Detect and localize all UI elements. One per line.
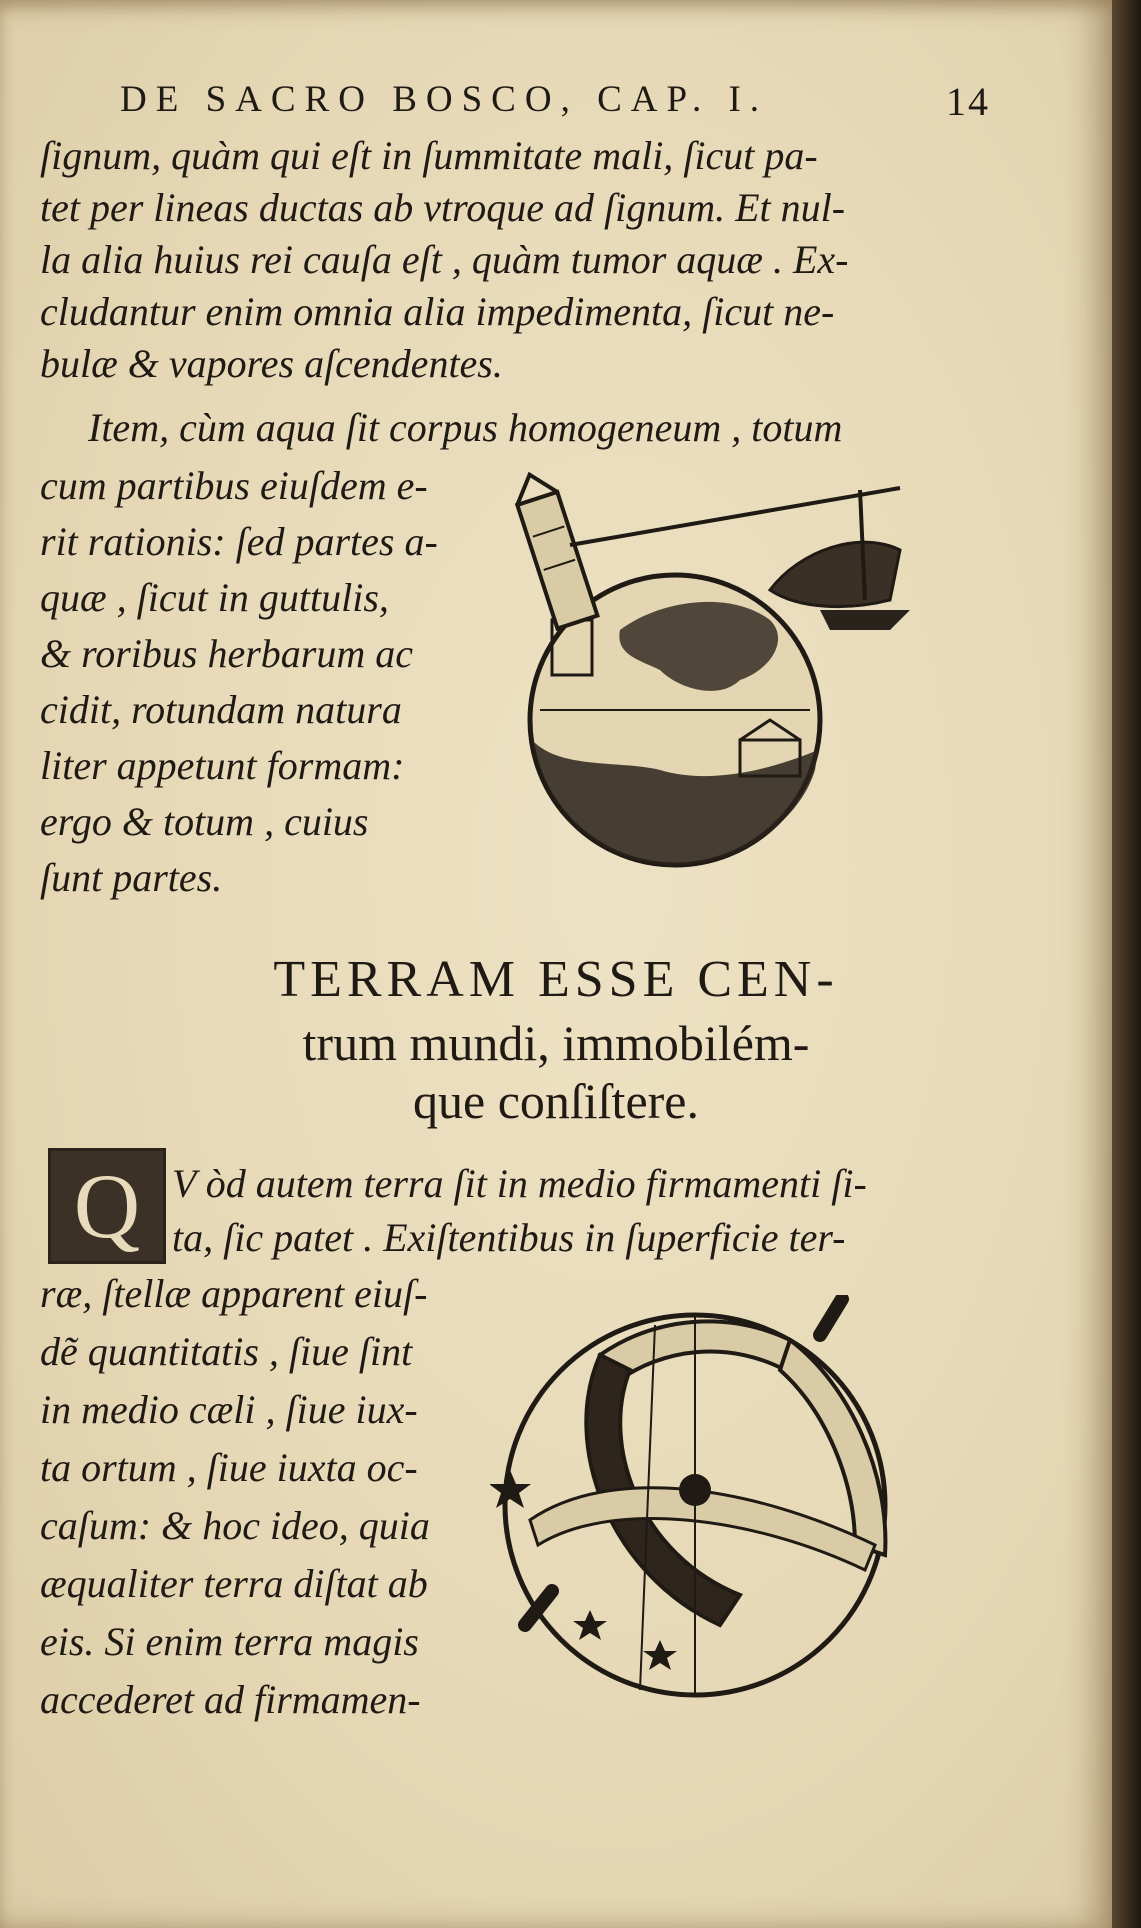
text-line: rit rationis: ſed partes a- [40,519,438,564]
text-line: V òd autem terra ſit in medio firmamenti ſi- [172,1161,867,1206]
running-head [120,78,990,128]
text-line: ta ortum , ſiue iuxta oc- [40,1445,418,1490]
book-spine [1112,0,1141,1928]
text-line: in medio cæli , ſiue iux- [40,1387,418,1432]
section-heading-line: trum mundi, immobilém- [302,1015,810,1071]
section-heading-line: TERRAM ESSE CEN- [273,951,839,1008]
text-line: & roribus herbarum ac [40,631,413,676]
text-line: cum partibus eiuſdem e- [40,463,428,508]
text-line: la alia huius rei cauſa eſt , quàm tumor aquæ . Ex- [40,237,849,282]
text-line: eis. Si enim terra magis [40,1619,419,1664]
text-line: dẽ quantitatis , ſiue ſint [40,1329,413,1374]
text-line: cludantur enim omnia alia impedimenta, ſicut ne- [40,289,835,334]
text-line: ræ, ſtellæ apparent eiuſ- [40,1271,428,1316]
text-line: ſunt partes. [40,855,223,900]
text-line: quæ , ſicut in guttulis, [40,575,389,620]
globe-ship-woodcut [470,470,940,870]
initial-letter: Q [73,1155,141,1257]
text-line: ſignum, quàm qui eſt in ſummitate mali, ſicut pa- [40,133,818,178]
text-line: Item, cùm aqua ſit corpus homogeneum , totum [88,405,843,450]
text-line: bulæ & vapores aſcendentes. [40,341,503,386]
page-number: 14 [946,79,990,124]
text-line: cidit, rotundam natura [40,687,402,732]
text-line: caſum: & hoc ideo, quia [40,1503,430,1548]
text-line: ergo & totum , cuius [40,799,369,844]
text-line: tet per lineas ductas ab vtroque ad ſignum. Et nul- [40,185,846,230]
section-heading-line: que conſiſtere. [413,1073,699,1129]
text-line: ta, ſic patet . Exiſtentibus in ſuperficie ter- [172,1215,846,1260]
text-line: æqualiter terra diſtat ab [40,1561,428,1606]
text-line: accederet ad firmamen- [40,1677,421,1722]
text-line: liter appetunt formam: [40,743,405,788]
running-head-title: DE SACRO BOSCO, CAP. I. [120,79,769,120]
armillary-sphere-woodcut [490,1295,910,1705]
decorated-initial [48,1148,166,1264]
